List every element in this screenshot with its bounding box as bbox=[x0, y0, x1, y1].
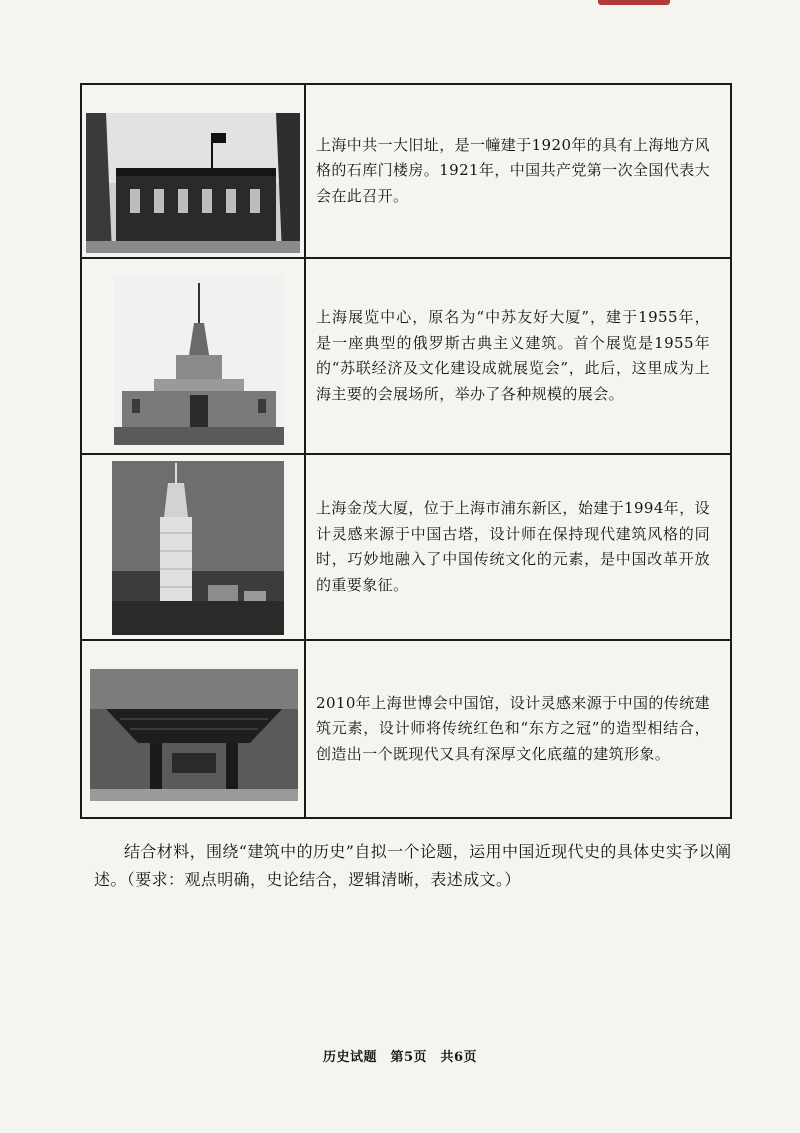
photo-cell bbox=[82, 455, 306, 639]
photo-exhibition-center bbox=[114, 275, 284, 445]
corner-mark bbox=[598, 0, 670, 5]
table-row bbox=[82, 85, 730, 259]
table-row bbox=[82, 455, 730, 641]
question-prompt bbox=[94, 838, 734, 894]
photo-first-congress-site bbox=[86, 113, 300, 253]
description-text: 上海金茂大厦，位于上海市浦东新区，始建于1994年，设计灵感来源于中国古塔，设计师在保持现代建筑风格的同时，巧妙地融入了中国传统文化的元素，是中国改革开放的重要象征。 bbox=[316, 499, 710, 594]
description-text: 上海展览中心，原名为“中苏友好大厦”，建于1955年，是一座典型的俄罗斯古典主义建筑。首个展览是1955年的“苏联经济及文化建设成就展览会”，此后，这里成为上海主要的会展场所，举办了各种规模的展会。 bbox=[316, 308, 710, 403]
description-cell bbox=[306, 641, 730, 817]
photo-cell bbox=[82, 259, 306, 453]
description-text: 2010年上海世博会中国馆，设计灵感来源于中国的传统建筑元素，设计师将传统红色和“东方之冠”的造型相结合，创造出一个既现代又具有深厚文化底蕴的建筑形象。 bbox=[316, 693, 710, 763]
page-footer: 历史试题 第5页 共6页 bbox=[322, 1050, 478, 1065]
table-row bbox=[82, 641, 730, 817]
question-text: 结合材料，围绕“建筑中的历史”自拟一个论题，运用中国近现代史的具体史实予以阐述。（要求：观点明确，史论结合，逻辑清晰，表述成文。） bbox=[94, 842, 732, 889]
description-cell bbox=[306, 455, 730, 639]
photo-cell bbox=[82, 85, 306, 257]
photo-cell bbox=[82, 641, 306, 817]
photo-china-pavilion bbox=[90, 669, 298, 801]
description-cell bbox=[306, 259, 730, 453]
photo-jinmao-tower bbox=[112, 461, 284, 635]
description-cell bbox=[306, 85, 730, 257]
material-table bbox=[80, 83, 732, 819]
description-text: 上海中共一大旧址，是一幢建于1920年的具有上海地方风格的石库门楼房。1921年，中国共产党第一次全国代表大会在此召开。 bbox=[316, 135, 710, 205]
table-row bbox=[82, 259, 730, 455]
